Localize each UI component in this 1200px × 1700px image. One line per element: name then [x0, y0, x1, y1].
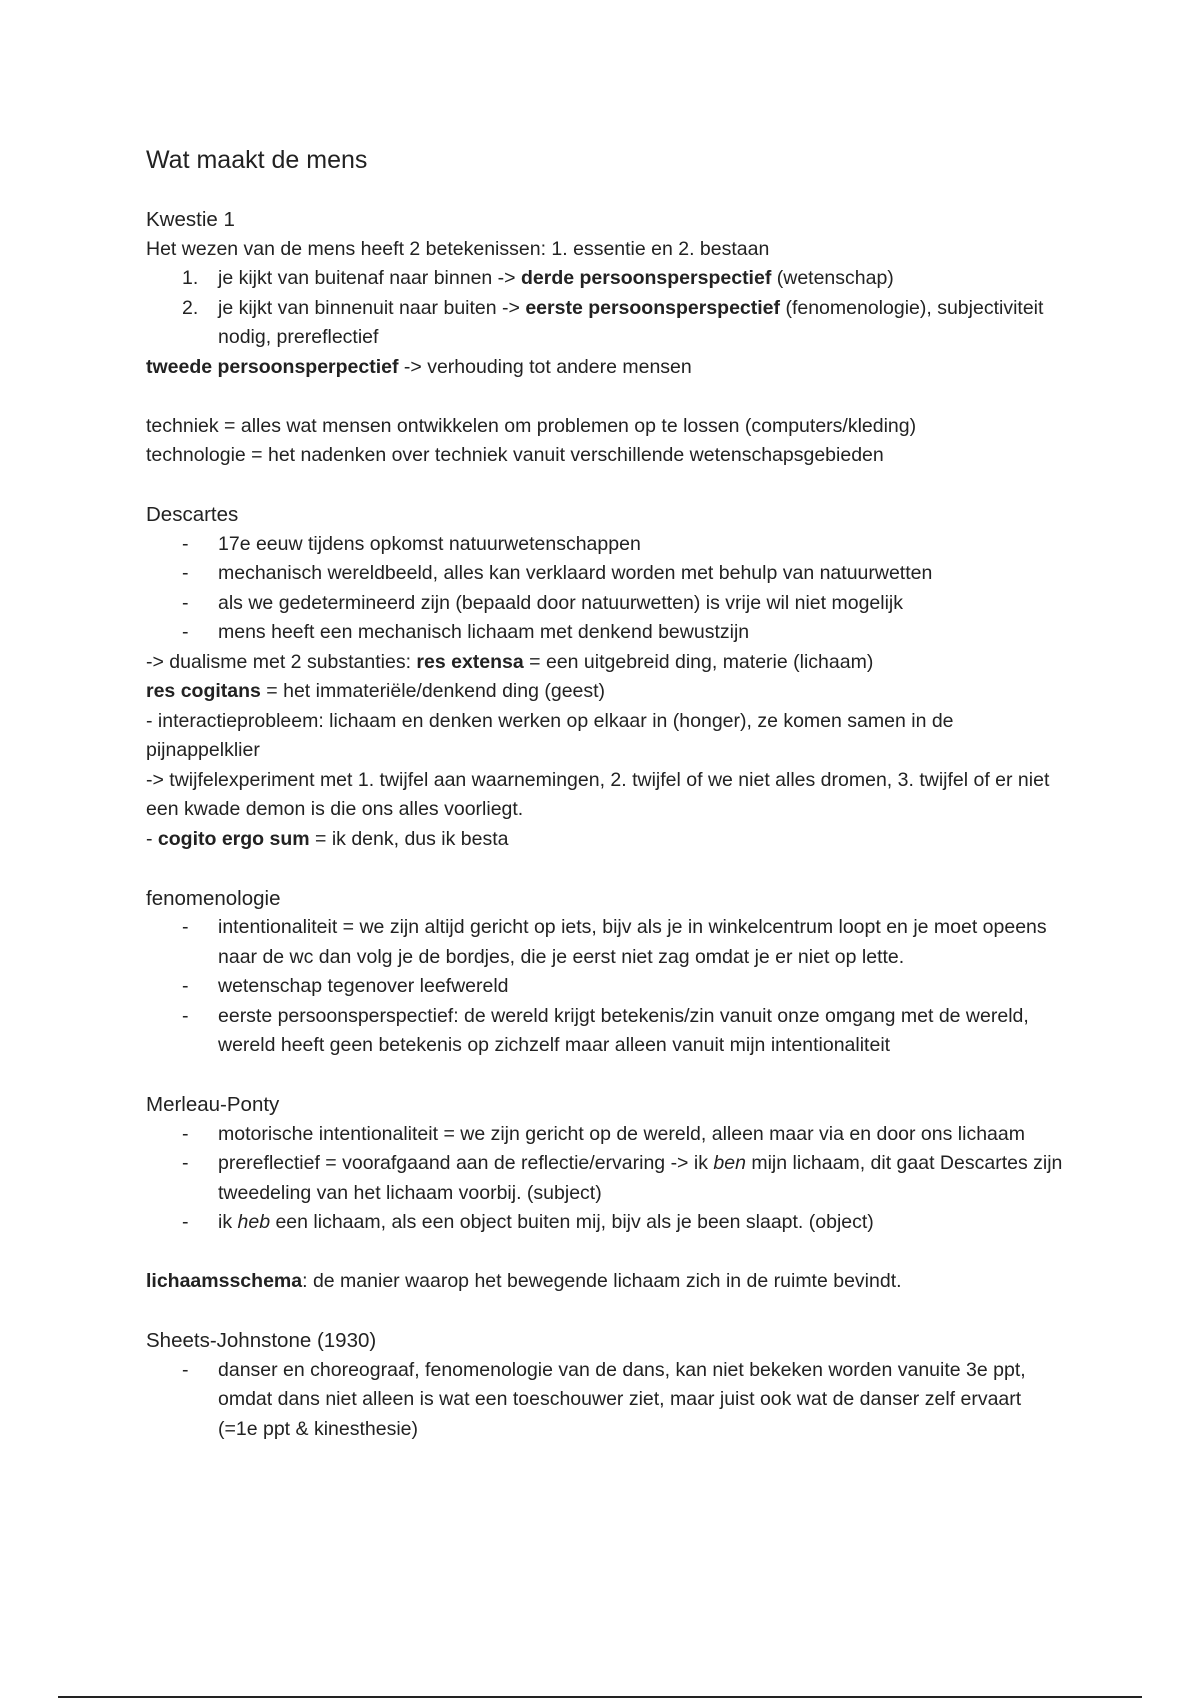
list-item: - wetenschap tegenover leefwereld	[146, 972, 1066, 1002]
italic-term: heb	[237, 1211, 271, 1233]
bullet-list	[146, 1120, 1066, 1238]
list-item: - motorische intentionaliteit = we zijn gericht op de wereld, alleen maar via en door ons lichaam	[146, 1120, 1066, 1150]
section-heading: Merleau-Ponty	[146, 1093, 280, 1116]
list-item: - prereflectief = voorafgaand aan de reflectie/ervaring -> ik ben mijn lichaam, dit gaat Descartes zijn tweedeling van het lichaam voorbij. (subject)	[146, 1149, 1066, 1208]
list-item: - mechanisch wereldbeeld, alles kan verklaard worden met behulp van natuurwetten	[146, 559, 1066, 589]
bullet-dash: -	[182, 1358, 189, 1381]
spacer	[146, 1061, 1066, 1091]
list-number: 2.	[182, 296, 199, 319]
bullet-dash: -	[182, 1122, 189, 1145]
twijfel-line: -> twijfelexperiment met 1. twijfel aan waarnemingen, 2. twijfel of we niet alles dromen, 3. twijfel of er niet een kwade demon is die ons alles voorliegt.	[146, 768, 1050, 820]
numbered-list	[146, 264, 1066, 353]
res-cogitans-line: res cogitans = het immateriële/denkend ding (geest)	[146, 680, 606, 702]
bullet-list	[146, 1356, 1066, 1445]
list-item: - 17e eeuw tijdens opkomst natuurwetenschappen	[146, 530, 1066, 560]
list-number: 1.	[182, 267, 199, 289]
list-item: - eerste persoonsperspectief: de wereld krijgt betekenis/zin vanuit onze omgang met de wereld, wereld heeft geen betekenis op zichzelf maar alleen vanuit mijn intentionaliteit	[146, 1002, 1066, 1061]
section-sheets-johnstone	[146, 1326, 1066, 1444]
list-item: - intentionaliteit = we zijn altijd gericht op iets, bijv als je in winkelcentrum loopt en je moet opeens naar de wc dan volg je de bordjes, die je eerst niet zag omdat je er niet op lette.	[146, 913, 1066, 972]
section-fenomenologie	[146, 884, 1066, 1061]
bold-term: tweede persoonsperpectief	[146, 355, 399, 378]
bullet-list	[146, 530, 1066, 648]
list-item: - danser en choreograaf, fenomenologie van de dans, kan niet bekeken worden vanuite 3e ppt, omdat dans niet alleen is wat een toeschouwer ziet, maar juist ook wat de danser zelf ervaart (=1e ppt & kinesthesie)	[146, 1356, 1066, 1445]
section-merleau-ponty	[146, 1090, 1066, 1238]
spacer	[146, 1238, 1066, 1268]
bullet-dash: -	[182, 916, 189, 938]
bold-term: cogito ergo sum	[157, 827, 310, 850]
italic-term: ben	[713, 1152, 746, 1174]
bullet-dash: -	[182, 562, 189, 584]
bullet-dash: -	[182, 975, 189, 997]
bold-term: derde persoonsperspectief	[520, 267, 772, 289]
bullet-dash: -	[182, 532, 189, 555]
list-item: - mens heeft een mechanisch lichaam met denkend bewustzijn	[146, 618, 1066, 648]
dualisme-line: -> dualisme met 2 substanties: res extensa = een uitgebreid ding, materie (lichaam)	[146, 650, 874, 673]
lichaamsschema-line: lichaamsschema: de manier waarop het bewegende lichaam zich in de ruimte bevindt.	[146, 1270, 902, 1292]
section-heading: Descartes	[146, 503, 239, 526]
spacer	[146, 854, 1066, 884]
section-kwestie-1	[146, 205, 1066, 382]
document-page	[146, 143, 1066, 1444]
intro-text: Het wezen van de mens heeft 2 betekenissen: 1. essentie en 2. bestaan	[146, 237, 770, 260]
section-heading: Kwestie 1	[146, 208, 235, 231]
list-item: - ik heb een lichaam, als een object buiten mij, bijv als je been slaapt. (object)	[146, 1208, 1066, 1238]
list-item: - als we gedetermineerd zijn (bepaald door natuurwetten) is vrije wil niet mogelijk	[146, 589, 1066, 619]
bullet-dash: -	[182, 1152, 189, 1174]
list-item: 1. je kijkt van buitenaf naar binnen -> derde persoonsperspectief (wetenschap)	[146, 264, 1066, 294]
section-heading: Sheets-Johnstone (1930)	[146, 1329, 377, 1352]
definition-technologie: technologie = het nadenken over techniek vanuit verschillende wetenschapsgebieden	[146, 444, 884, 466]
page-divider	[58, 1696, 1142, 1698]
section-definitions	[146, 412, 1066, 471]
bold-term: res cogitans	[146, 680, 261, 702]
interactieprobleem-line: - interactieprobleem: lichaam en denken werken op elkaar in (honger), ze komen samen in de pijnappelklier	[146, 709, 954, 761]
bullet-dash: -	[182, 591, 189, 614]
bullet-dash: -	[182, 621, 189, 643]
list-item: 2. je kijkt van binnenuit naar buiten -> eerste persoonsperspectief (fenomenologie), subjectiviteit nodig, prereflectief	[146, 294, 1066, 353]
spacer	[146, 471, 1066, 501]
document-title: Wat maakt de mens	[146, 146, 368, 174]
definition-techniek: techniek = alles wat mensen ontwikkelen om problemen op te lossen (computers/kleding)	[146, 414, 917, 437]
cogito-line: - cogito ergo sum = ik denk, dus ik besta	[146, 827, 509, 850]
bullet-dash: -	[182, 1211, 189, 1233]
spacer	[146, 1297, 1066, 1327]
bold-term: lichaamsschema	[146, 1270, 303, 1292]
section-heading: fenomenologie	[146, 886, 281, 910]
spacer	[146, 382, 1066, 412]
bullet-list	[146, 913, 1066, 1061]
second-person-line: tweede persoonsperpectief -> verhouding tot andere mensen	[146, 355, 692, 378]
section-descartes	[146, 500, 1066, 854]
bold-term: res extensa	[416, 650, 524, 673]
bullet-dash: -	[182, 1004, 189, 1027]
bold-term: eerste persoonsperspectief	[525, 296, 781, 319]
